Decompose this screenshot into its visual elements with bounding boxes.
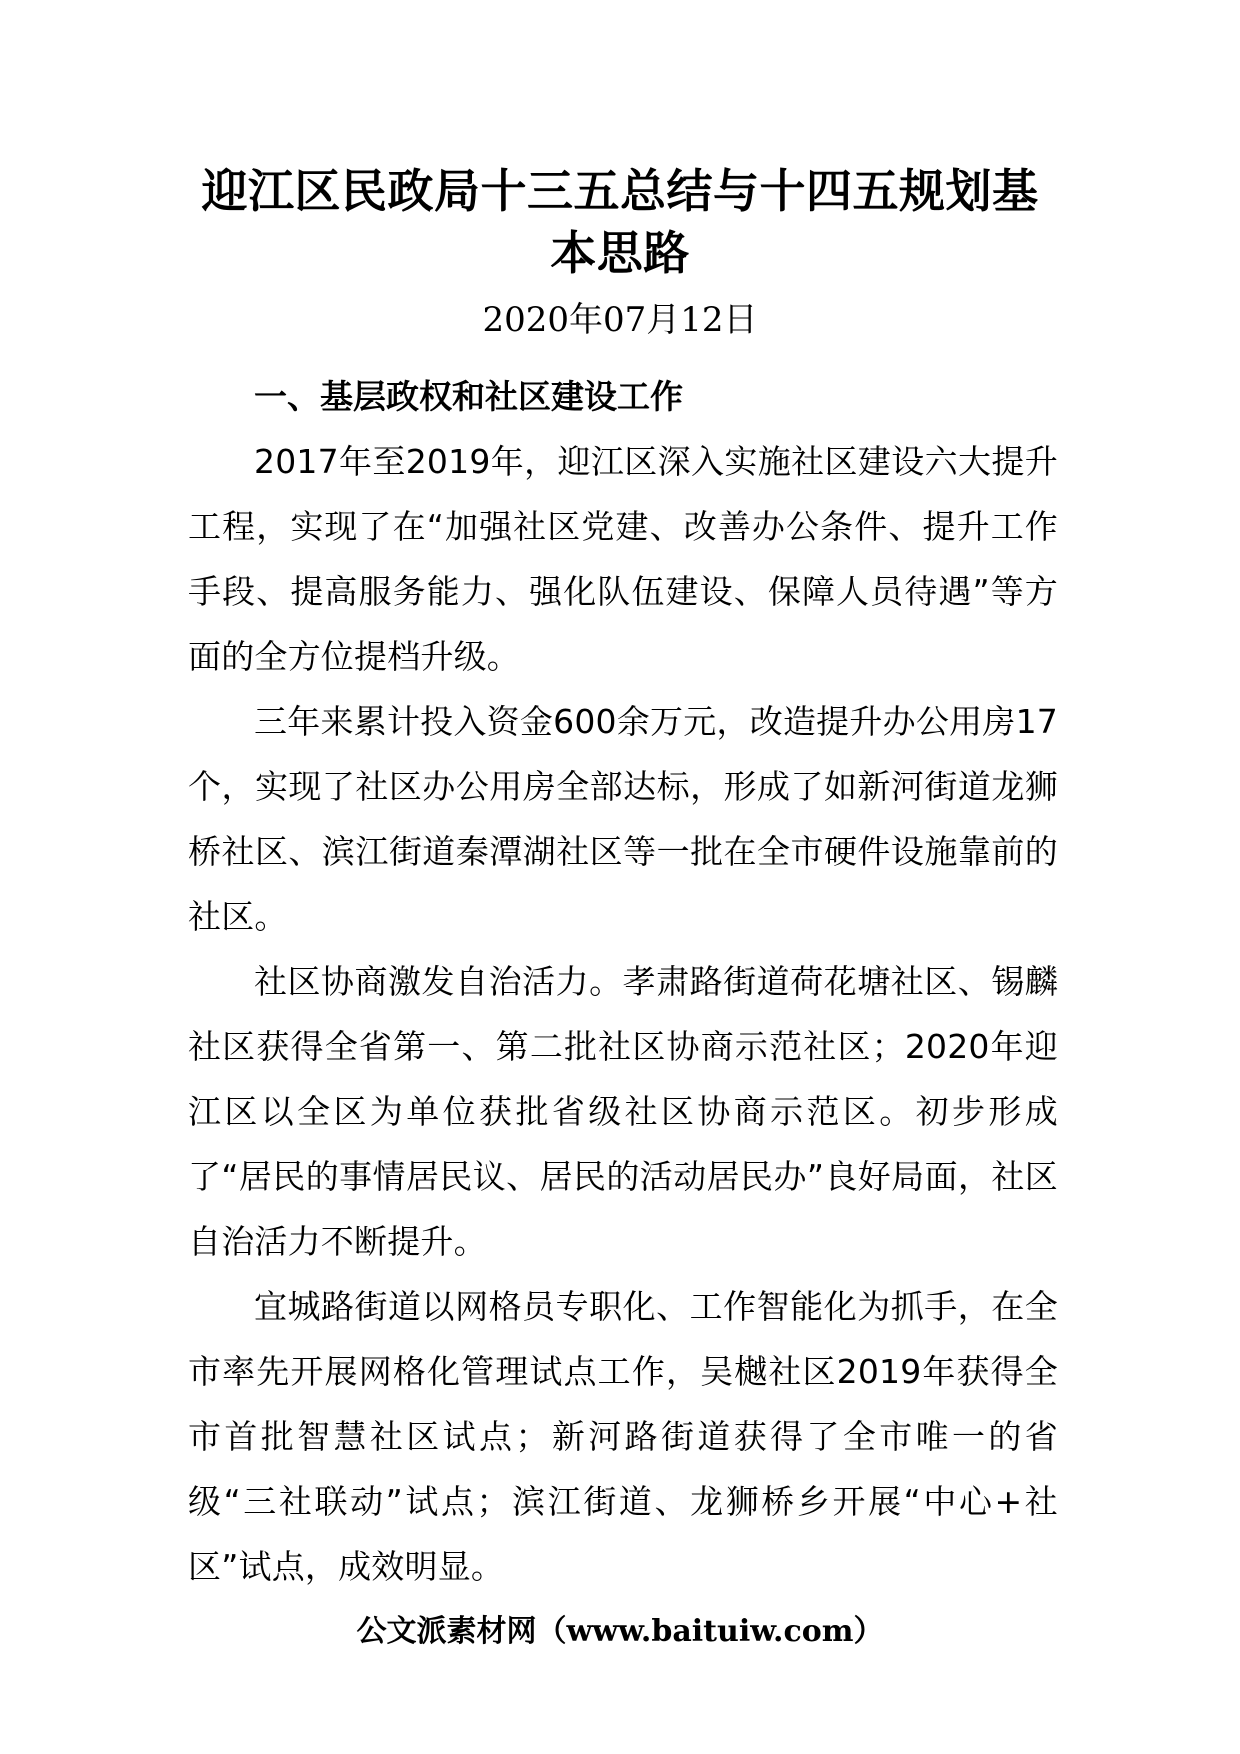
section-heading: 一、基层政权和社区建设工作 xyxy=(254,377,683,416)
page-footer-source: 公文派素材网（www.baituiw.com） xyxy=(356,1614,884,1649)
paragraph-4: 宜城路街道以网格员专职化、工作智能化为抓手，在全市率先开展网格化管理试点工作，吴樾社区2019年获得全市首批智慧社区试点；新河路街道获得了全市唯一的省级“三社联动”试点；滨江街道、龙狮桥乡开展“中心+社区”试点，成效明显。 xyxy=(188,1287,1058,1586)
paragraph-2: 三年来累计投入资金600余万元，改造提升办公用房17个，实现了社区办公用房全部达标，形成了如新河街道龙狮桥社区、滨江街道秦潭湖社区等一批在全市硬件设施靠前的社区。 xyxy=(188,702,1058,936)
document-date: 2020年07月12日 xyxy=(482,300,758,340)
paragraph-1: 2017年至2019年，迎江区深入实施社区建设六大提升工程，实现了在“加强社区党建、改善办公条件、提升工作手段、提高服务能力、强化队伍建设、保障人员待遇”等方面的全方位提档升级。 xyxy=(188,442,1058,676)
paragraph-3: 社区协商激发自治活力。孝肃路街道荷花塘社区、锡麟社区获得全省第一、第二批社区协商示范社区；2020年迎江区以全区为单位获批省级社区协商示范区。初步形成了“居民的事情居民议、居民的活动居民办”良好局面，社区自治活力不断提升。 xyxy=(188,962,1058,1261)
document-title: 迎江区民政局十三五总结与十四五规划基本思路 xyxy=(201,164,1039,280)
document-body xyxy=(188,364,1058,1599)
